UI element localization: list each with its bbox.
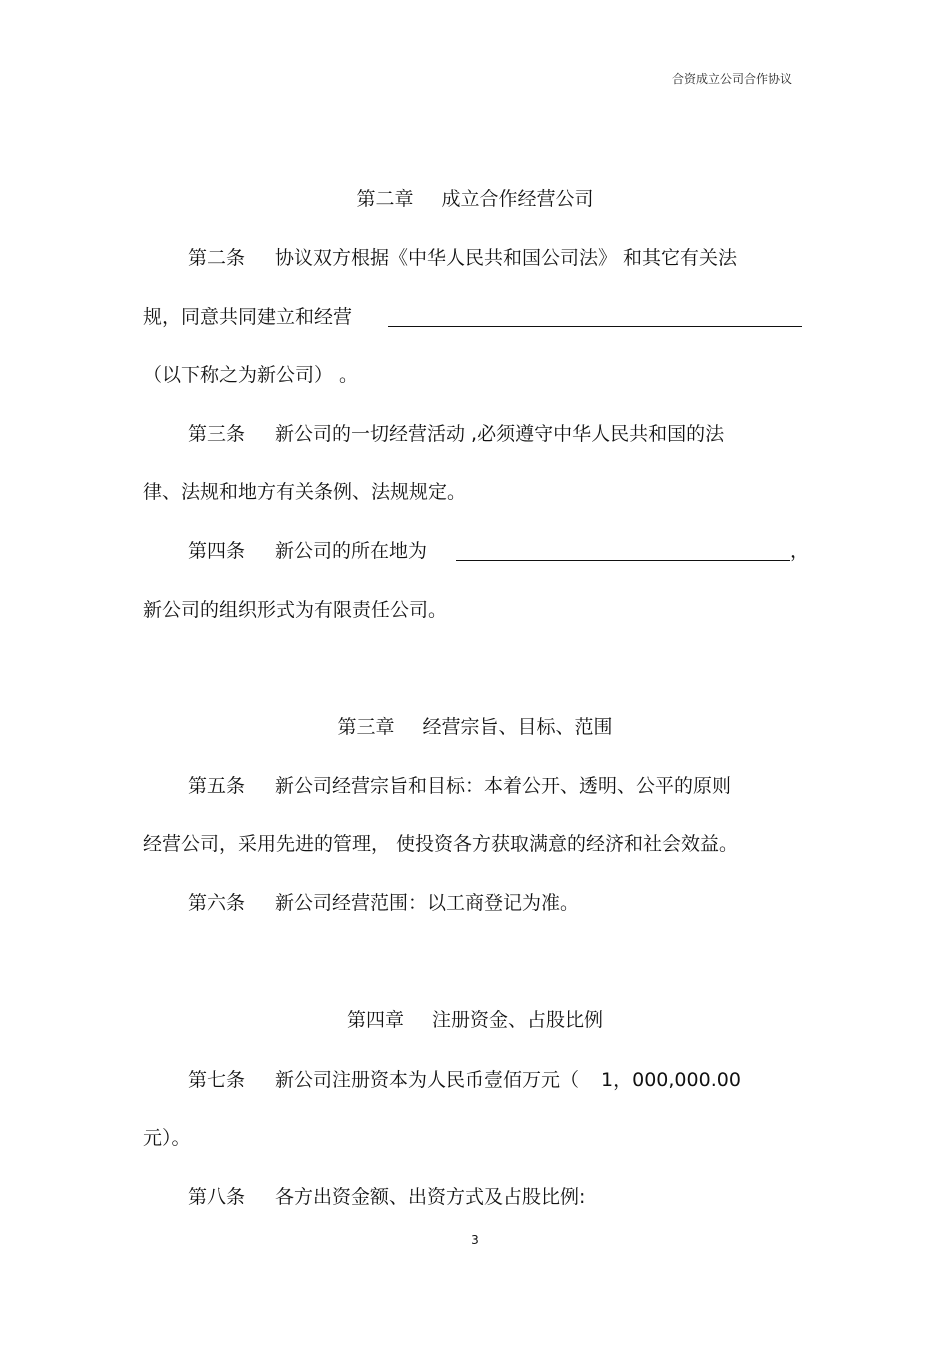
- article-text: 协议双方根据《中华人民共和国公司法》 和其它有关法: [275, 247, 738, 269]
- article-label: 第六条: [188, 892, 246, 914]
- article-7-line-1: [188, 1065, 741, 1092]
- chapter-title: 经营宗旨、目标、范围: [422, 716, 613, 738]
- chapter-2-heading: [0, 184, 950, 211]
- article-text: 新公司经营范围：以工商登记为准。: [275, 892, 580, 914]
- article-7-line-2: [143, 1123, 191, 1150]
- article-8-line-1: [188, 1182, 585, 1209]
- chapter-number: 第三章: [337, 716, 395, 738]
- article-5-line-1: [188, 771, 731, 798]
- article-label: 第五条: [188, 775, 246, 797]
- article-label: 第八条: [188, 1186, 246, 1208]
- chapter-number: 第四章: [346, 1009, 404, 1031]
- running-header: 合资成立公司合作协议: [671, 72, 792, 86]
- blank-company-location: [456, 540, 790, 561]
- chapter-3-heading: [0, 712, 950, 739]
- article-label: 第七条: [188, 1069, 246, 1091]
- chapter-title: 成立合作经营公司: [441, 188, 594, 210]
- capital-amount: 1，000,000.00: [601, 1069, 741, 1091]
- article-text: 新公司的组织形式为有限责任公司。: [143, 599, 448, 621]
- article-text: 新公司经营宗旨和目标：本着公开、透明、公平的原则: [275, 775, 732, 797]
- article-4-line-2: [143, 595, 447, 622]
- article-3-line-2: [143, 477, 466, 504]
- chapter-number: 第二章: [356, 188, 414, 210]
- article-text: 新公司的一切经营活动 ,必须遵守中华人民共和国的法: [275, 423, 725, 445]
- article-text: 律、法规和地方有关条例、法规规定。: [143, 481, 467, 503]
- article-2-line-3: [143, 360, 358, 387]
- chapter-4-heading: [0, 1005, 950, 1032]
- article-text: 新公司的所在地为: [275, 540, 428, 562]
- article-text: 经营公司，采用先进的管理， 使投资各方获取满意的经济和社会效益。: [143, 833, 739, 855]
- article-6-line-1: [188, 888, 579, 915]
- comma: ，: [790, 540, 810, 562]
- article-text: 规，同意共同建立和经营: [143, 306, 353, 328]
- page-number: 3: [471, 1233, 479, 1247]
- article-label: 第二条: [188, 247, 246, 269]
- article-5-line-2: [143, 829, 738, 856]
- article-text: 各方出资金额、出资方式及占股比例:: [275, 1186, 586, 1208]
- article-label: 第三条: [188, 423, 246, 445]
- article-4-line-1: [188, 536, 427, 563]
- article-label: 第四条: [188, 540, 246, 562]
- article-2-line-1: [188, 243, 737, 270]
- blank-company-name: [388, 306, 802, 327]
- article-text: 元）。: [143, 1127, 191, 1149]
- article-2-line-2: [143, 302, 352, 329]
- chapter-title: 注册资金、占股比例: [432, 1009, 604, 1031]
- article-3-line-1: [188, 419, 724, 446]
- article-text: 新公司注册资本为人民币壹佰万元（: [275, 1069, 580, 1091]
- article-text: （以下称之为新公司） 。: [143, 364, 359, 386]
